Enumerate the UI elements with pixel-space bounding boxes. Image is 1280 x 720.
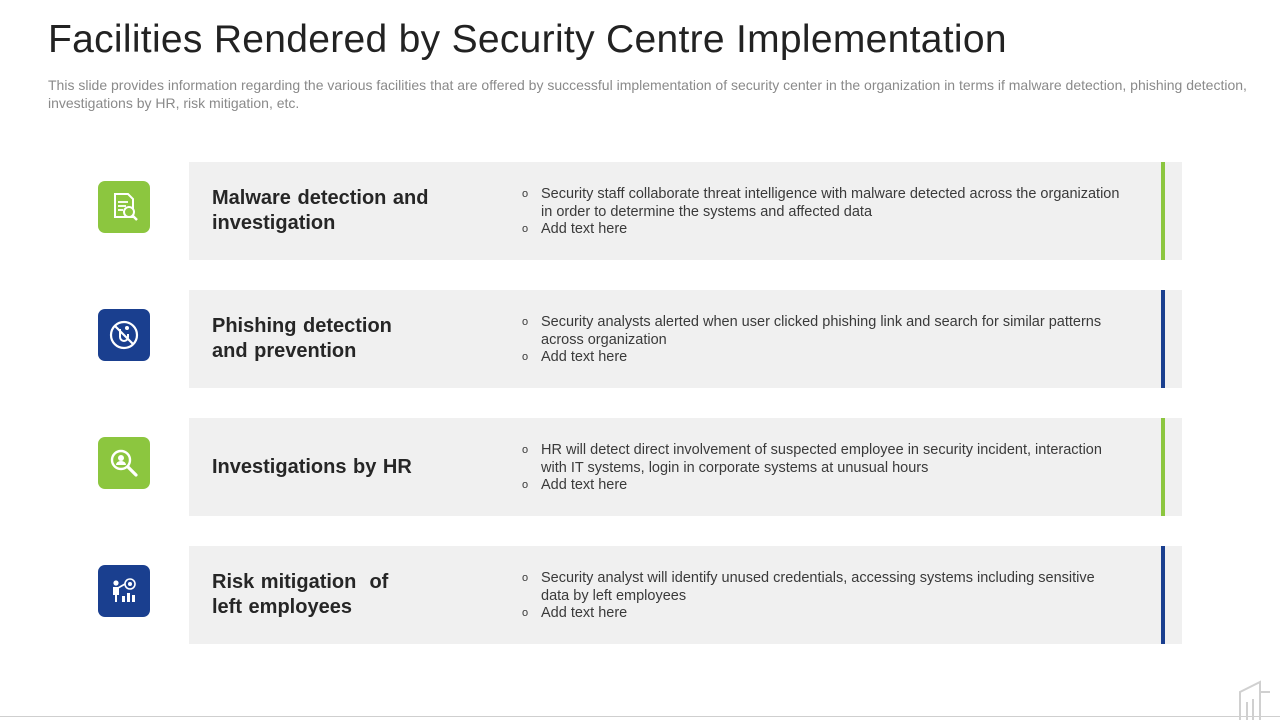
facility-row-hr xyxy=(0,418,1280,516)
hollow-bullet-icon: o xyxy=(522,351,529,363)
facility-row-phishing xyxy=(0,290,1280,388)
person-target-chart-icon xyxy=(98,565,150,617)
hollow-bullet-icon: o xyxy=(522,479,529,491)
person-target-chart-icon-graphic xyxy=(107,574,141,608)
bullet-item xyxy=(522,442,1122,477)
accent-bar xyxy=(1161,546,1165,644)
page-title: Facilities Rendered by Security Centre Implementation xyxy=(48,18,1007,61)
facility-title-line: Risk mitigation of xyxy=(212,571,389,593)
bullet-item xyxy=(522,570,1122,605)
hollow-bullet-icon: o xyxy=(522,316,529,328)
facility-card-malware xyxy=(189,162,1182,260)
no-hook-shield-icon-graphic xyxy=(107,318,141,352)
corner-logo-icon xyxy=(1238,680,1272,720)
document-search-icon-graphic xyxy=(107,190,141,224)
facility-row-malware xyxy=(0,162,1280,260)
bullet-item xyxy=(522,349,1122,367)
hollow-bullet-icon: o xyxy=(522,572,529,584)
facility-title-line: Malware detection and xyxy=(212,187,429,209)
document-search-icon xyxy=(98,181,150,233)
bullet-item xyxy=(522,477,1122,495)
bullet-text: Security analyst will identify unused credentials, accessing systems including sensitive data by left employees xyxy=(541,570,1095,604)
facility-bullets xyxy=(522,186,1122,239)
facility-title-line: Phishing detection xyxy=(212,315,392,337)
facility-title-line: and prevention xyxy=(212,340,357,362)
facility-bullets xyxy=(522,570,1122,623)
bullet-item xyxy=(522,221,1122,239)
facility-card-phishing xyxy=(189,290,1182,388)
facility-bullets xyxy=(522,442,1122,495)
facility-title xyxy=(212,546,492,644)
hollow-bullet-icon: o xyxy=(522,188,529,200)
bullet-text: HR will detect direct involvement of suspected employee in security incident, interaction with IT systems, login in corporate systems at unusual hours xyxy=(541,442,1102,476)
facility-bullets xyxy=(522,314,1122,367)
hollow-bullet-icon: o xyxy=(522,444,529,456)
bullet-text: Add text here xyxy=(541,349,628,365)
user-magnifier-icon-graphic xyxy=(107,446,141,480)
bullet-text: Add text here xyxy=(541,605,628,621)
facility-row-risk xyxy=(0,546,1280,644)
bullet-item xyxy=(522,186,1122,221)
accent-bar xyxy=(1161,162,1165,260)
bullet-item xyxy=(522,314,1122,349)
hollow-bullet-icon: o xyxy=(522,607,529,619)
hollow-bullet-icon: o xyxy=(522,223,529,235)
accent-bar xyxy=(1161,290,1165,388)
facility-title-line: Investigations by HR xyxy=(212,455,412,478)
footer-divider xyxy=(0,716,1280,717)
no-hook-shield-icon xyxy=(98,309,150,361)
bullet-text: Add text here xyxy=(541,221,628,237)
user-magnifier-icon xyxy=(98,437,150,489)
bullet-text: Add text here xyxy=(541,477,628,493)
facility-title-line: investigation xyxy=(212,212,336,234)
facility-title-line: left employees xyxy=(212,596,352,618)
facility-card-risk xyxy=(189,546,1182,644)
bullet-item xyxy=(522,605,1122,623)
bullet-text: Security analysts alerted when user clicked phishing link and search for similar patterns across organization xyxy=(541,314,1102,348)
bullet-text: Security staff collaborate threat intelligence with malware detected across the organization in order to determine the systems and affected data xyxy=(541,186,1120,220)
facility-card-hr xyxy=(189,418,1182,516)
facility-title xyxy=(212,418,492,516)
facility-title xyxy=(212,162,492,260)
accent-bar xyxy=(1161,418,1165,516)
page-subtitle: This slide provides information regarding the various facilities that are offered by successful implementation of security center in the organization in terms if malware detection, phishing detection, investigations by HR, risk mitigation, etc. xyxy=(48,77,1247,111)
facility-title xyxy=(212,290,492,388)
